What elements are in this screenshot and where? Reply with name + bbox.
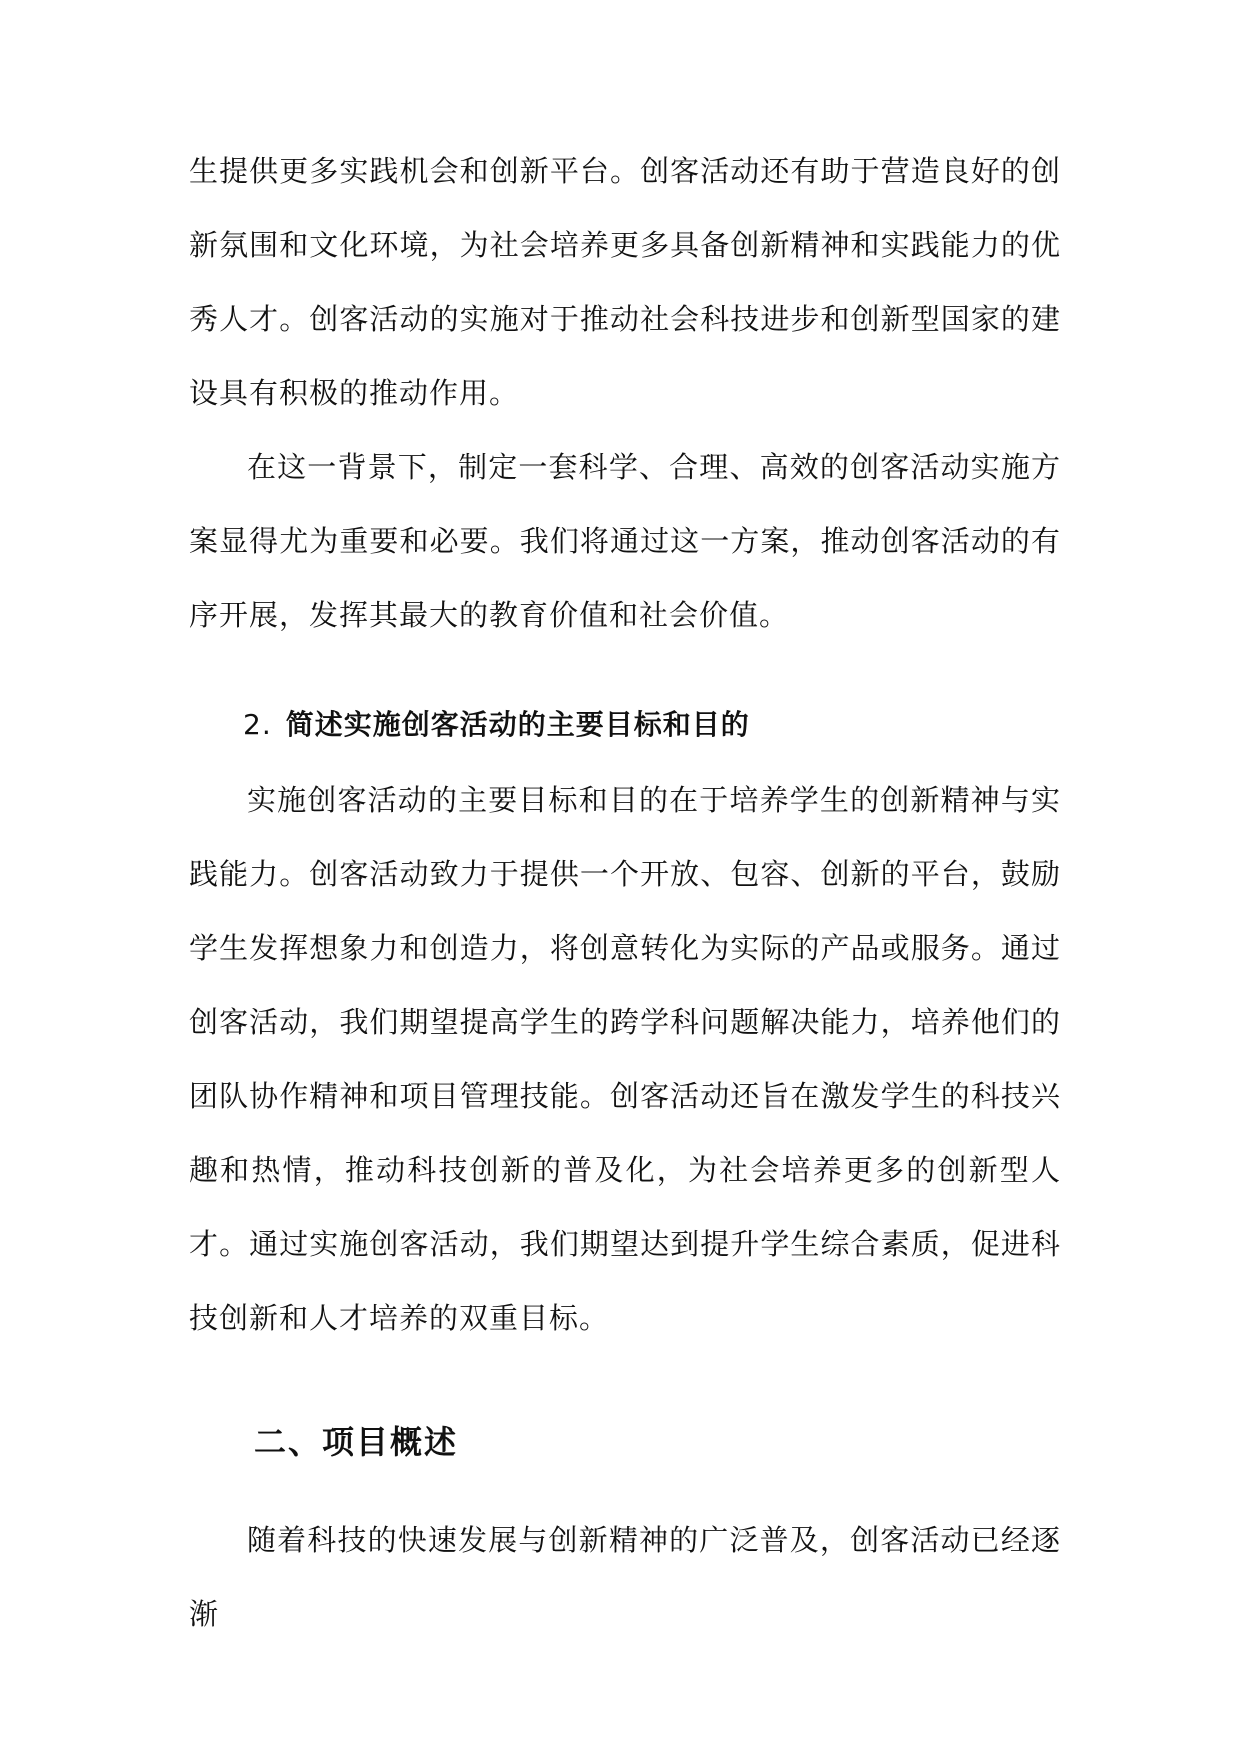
section-heading: 二、项目概述	[254, 1423, 459, 1461]
paragraph-overview: 随着科技的快速发展与创新精神的广泛普及，创客活动已经逐渐	[189, 1523, 1061, 1631]
paragraph-goals: 实施创客活动的主要目标和目的在于培养学生的创新精神与实践能力。创客活动致力于提供一个开放、包容、创新的平台，鼓励学生发挥想象力和创造力，将创意转化为实际的产品或服务。通过创客活动，我们期望提高学生的跨学科问题解决能力，培养他们的团队协作精神和项目管理技能。创客活动还旨在激发学生的科技兴趣和热情，推动科技创新的普及化，为社会培养更多的创新型人才。通过实施创客活动，我们期望达到提升学生综合素质，促进科技创新和人才培养的双重目标。	[189, 783, 1061, 1335]
subheading-number: 2.	[243, 708, 272, 741]
paragraph-background: 在这一背景下，制定一套科学、合理、高效的创客活动实施方案显得尤为重要和必要。我们将通过这一方案，推动创客活动的有序开展，发挥其最大的教育价值和社会价值。	[189, 450, 1061, 632]
section-subheading	[243, 705, 750, 745]
subheading-text: 简述实施创客活动的主要目标和目的	[285, 708, 750, 741]
paragraph-continuation: 生提供更多实践机会和创新平台。创客活动还有助于营造良好的创新氛围和文化环境，为社会培养更多具备创新精神和实践能力的优秀人才。创客活动的实施对于推动社会科技进步和创新型国家的建设具有积极的推动作用。	[189, 154, 1061, 410]
